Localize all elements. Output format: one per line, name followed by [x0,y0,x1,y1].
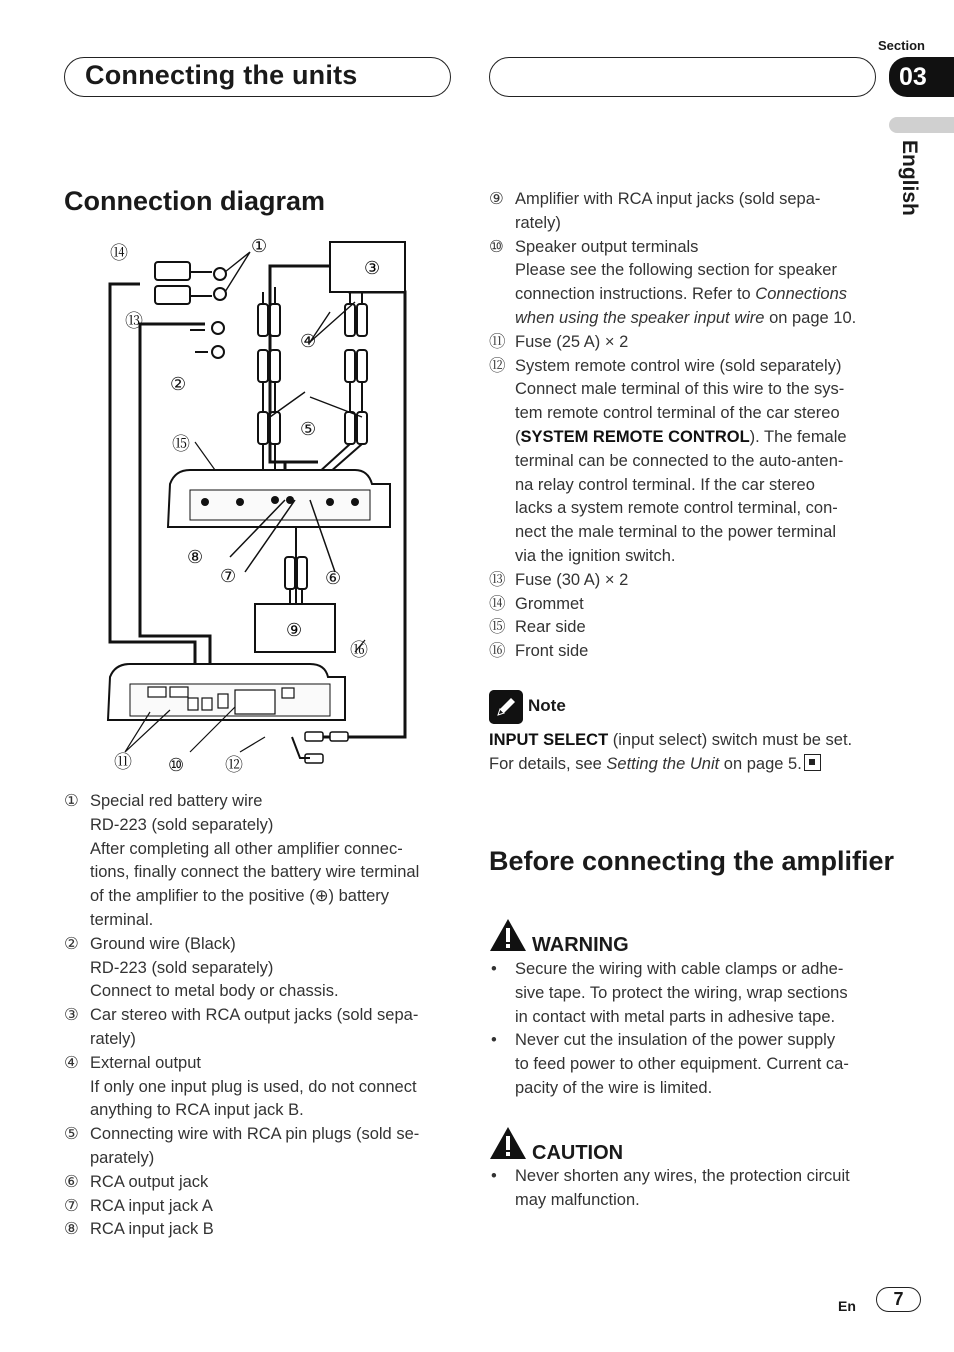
list-item: ⑤ Connecting wire with RCA pin plugs (sold se- parately) [64,1125,420,1167]
warning-list [489,958,879,1101]
callout-11: ⑪ [114,752,132,773]
callout-7: ⑦ [220,566,237,587]
list-item: • Never shorten any wires, the protection circuit may malfunction. [491,1167,850,1209]
warning-triangle-icon [489,918,527,952]
callout-5: ⑤ [300,419,317,440]
fuse-holder [155,262,190,280]
callout-13: ⑬ [125,311,143,332]
list-item: • Secure the wiring with cable clamps or adhe- sive tape. To protect the wiring, wrap sections in contact with metal parts in adhesive tape. [491,960,848,1026]
note-pencil-icon [489,690,523,724]
callout-4: ④ [300,331,317,352]
list-item: ① Special red battery wire RD-223 (sold separately) After completing all other amplifier connec- tions, finally connect the battery wire terminal of the amplifier to the positive (⊕) battery terminal. [64,792,420,929]
caution-triangle-icon [489,1126,527,1160]
list-item: ③ Car stereo with RCA output jacks (sold sepa- rately) [64,1006,419,1048]
list-item: ⑬ Fuse (30 A) × 2 [489,570,629,589]
diagram-legend-left [64,790,449,1242]
callout-8: ⑧ [187,547,204,568]
page-title: Connecting the units [85,60,358,90]
note-label: Note [528,696,566,715]
caution-list [489,1165,879,1213]
cross-reference: Connections [755,285,848,304]
callout-14: ⑭ [110,243,128,264]
list-item: ⑫ System remote control wire (sold separately) Connect male terminal of this wire to the sys- tem remote control terminal of the car stereo (SYSTEM REMOTE CONTROL). The female terminal can be connected to the auto-anten- na relay control terminal. If the car stereo lacks a system remote control terminal, con- nect the male terminal to the power terminal via the ignition switch. [489,356,847,565]
section-label: Section [878,38,925,53]
list-item: • Never cut the insulation of the power supply to feed power to other equipment. Current ca- pacity of the wire is limited. [491,1031,849,1097]
list-item: ⑮ Rear side [489,618,586,637]
language-tab [889,117,954,133]
list-item: ⑨ Amplifier with RCA input jacks (sold sepa- rately) [489,190,821,232]
callout-15: ⑮ [172,434,190,455]
callout-16: ⑯ [350,640,368,661]
list-item: ⑧ RCA input jack B [64,1220,214,1239]
list-item: ⑪ Fuse (25 A) × 2 [489,332,629,351]
list-item: ④ External output If only one input plug is used, do not connect anything to RCA input jack B. [64,1053,417,1120]
list-item: ⑯ Front side [489,642,589,661]
section-number-tab: 03 [889,57,954,97]
list-item: ⑩ Speaker output terminals Please see the following section for speaker connection instructions. Refer to Connections when using the speaker input wire on page 10. [489,237,857,327]
diagram-legend-right [489,188,879,664]
callout-12: ⑫ [225,755,243,776]
list-item: ⑦ RCA input jack A [64,1196,213,1215]
note-text: INPUT SELECT (input select) switch must be set. For details, see Setting the Unit on page 5. [489,731,853,773]
header-title-frame [64,57,451,97]
callout-10: ⑩ [168,755,185,776]
list-item: ⑥ RCA output jack [64,1172,209,1191]
callout-3: ③ [364,258,381,279]
list-item: ② Ground wire (Black) RD-223 (sold separately) Connect to metal body or chassis. [64,934,339,1001]
caution-label: CAUTION [532,1142,624,1164]
callout-1: ① [251,236,268,257]
list-item: ⑭ Grommet [489,594,584,613]
callout-6: ⑥ [325,568,342,589]
callout-2: ② [170,374,187,395]
connection-diagram [100,232,420,780]
page-number: 7 [876,1287,921,1312]
heading-before-connecting: Before connecting the amplifier [489,846,895,876]
language-label: English [898,140,921,216]
cross-reference: when using the speaker input wire [515,308,765,327]
warning-label: WARNING [532,934,629,956]
heading-connection-diagram: Connection diagram [64,186,326,216]
footer-language: En [838,1298,856,1314]
callout-9: ⑨ [286,620,303,641]
header-blank-frame [489,57,876,97]
end-mark-icon [804,754,821,771]
cross-reference: Setting the Unit [606,755,720,773]
